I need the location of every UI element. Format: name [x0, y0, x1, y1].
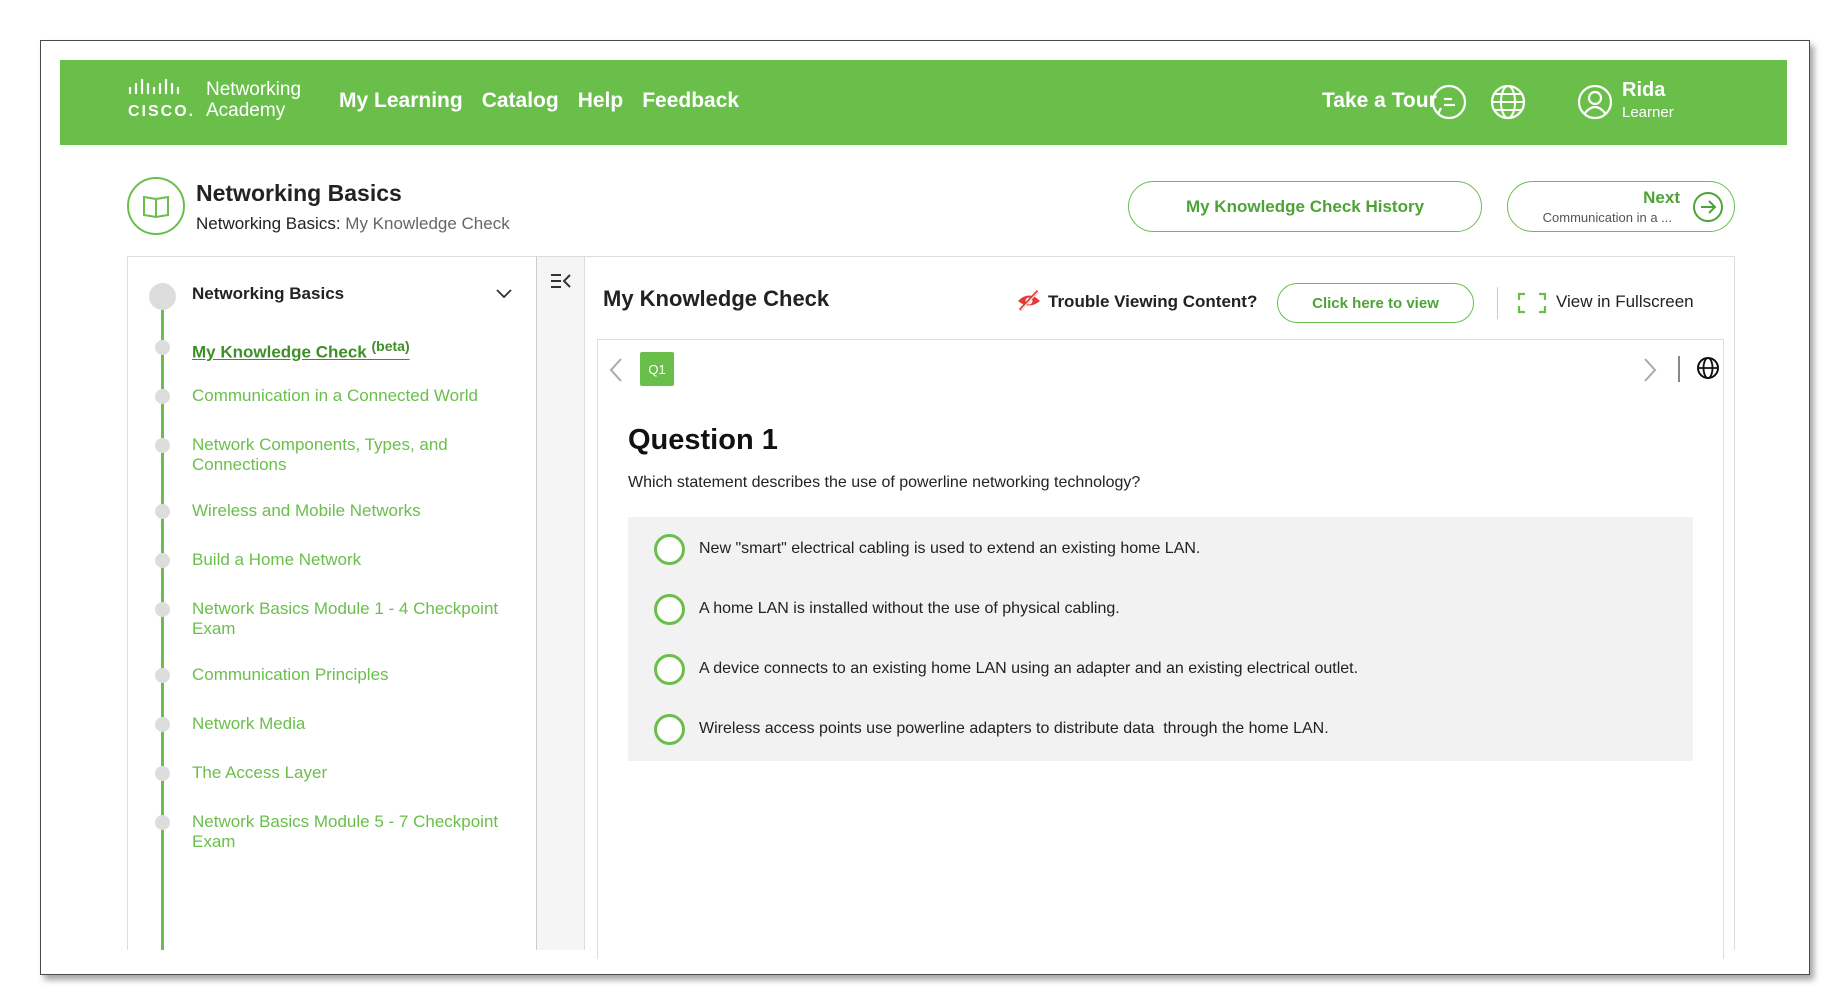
sidebar-item-network-components[interactable]: Network Components, Types, and Connections: [192, 435, 448, 474]
logo-line-2: Academy: [206, 100, 286, 121]
sidebar-item-access-layer[interactable]: The Access Layer: [192, 763, 328, 782]
knowledge-check-history-button[interactable]: My Knowledge Check History: [1128, 181, 1482, 232]
next-label: Next: [1643, 188, 1680, 207]
sidebar-collapse-column: [537, 256, 585, 950]
user-avatar-icon[interactable]: [1576, 83, 1614, 121]
progress-dot: [155, 389, 170, 404]
course-sidebar: [127, 256, 537, 950]
chat-icon[interactable]: [1430, 83, 1468, 121]
divider: [1497, 287, 1498, 319]
logo-line-1: Networking: [206, 79, 302, 100]
sidebar-heading[interactable]: Networking Basics: [192, 284, 345, 303]
sidebar-item-communication-connected-world[interactable]: Communication in a Connected World: [192, 386, 478, 405]
sidebar-item-build-home-network[interactable]: Build a Home Network: [192, 550, 362, 569]
main-content: [585, 256, 1735, 950]
answer-option[interactable]: [628, 697, 1693, 761]
progress-dot: [155, 815, 170, 830]
cisco-bars-icon: [128, 79, 188, 99]
cisco-networking-academy-logo[interactable]: [128, 79, 318, 127]
answer-option[interactable]: [628, 517, 1693, 581]
answer-option-text: New "smart" electrical cabling is used to extend an existing home LAN.: [699, 540, 1201, 557]
next-button[interactable]: [1507, 181, 1735, 232]
sidebar-item-wireless-mobile[interactable]: Wireless and Mobile Networks: [192, 501, 421, 520]
arrow-right-icon: [1692, 191, 1724, 223]
answer-option-text: A device connects to an existing home LAN using an adapter and an existing electrical outlet.: [699, 660, 1359, 677]
eye-slash-icon: [1016, 288, 1042, 312]
progress-dot: [155, 602, 170, 617]
question-text: Which statement describes the use of powerline networking technology?: [628, 474, 1141, 491]
progress-dot: [155, 766, 170, 781]
progress-dot: [155, 668, 170, 683]
sidebar-item-network-media[interactable]: Network Media: [192, 714, 306, 733]
nav-feedback[interactable]: Feedback: [642, 89, 740, 112]
beta-badge: (beta): [371, 338, 410, 354]
fullscreen-icon[interactable]: [1517, 292, 1547, 314]
answer-option-text: Wireless access points use powerline adapters to distribute data through the home LAN.: [699, 720, 1329, 737]
trouble-viewing-text: Trouble Viewing Content?: [1048, 292, 1258, 311]
cisco-wordmark: CISCO.: [128, 103, 196, 120]
chevron-left-icon[interactable]: [608, 356, 624, 384]
user-name[interactable]: Rida: [1622, 79, 1666, 101]
book-icon: [127, 177, 185, 235]
chevron-down-icon[interactable]: [494, 283, 514, 303]
progress-dot: [155, 553, 170, 568]
user-role: Learner: [1622, 104, 1674, 121]
sidebar-item-label: My Knowledge Check: [192, 342, 367, 362]
nav-my-learning[interactable]: My Learning: [339, 89, 463, 112]
chevron-right-icon[interactable]: [1642, 356, 1658, 384]
radio-button[interactable]: [654, 714, 685, 745]
question-panel: [597, 339, 1724, 959]
sidebar-item-communication-principles[interactable]: Communication Principles: [192, 665, 389, 684]
course-title: Networking Basics: [196, 180, 402, 206]
globe-icon[interactable]: [1489, 83, 1527, 121]
answer-option[interactable]: [628, 577, 1693, 641]
nav-catalog[interactable]: Catalog: [481, 89, 559, 112]
breadcrumb-course[interactable]: Networking Basics:: [196, 214, 341, 233]
view-in-fullscreen-link[interactable]: View in Fullscreen: [1556, 292, 1694, 311]
sidebar-item-my-knowledge-check[interactable]: [192, 336, 502, 363]
breadcrumb: [196, 214, 510, 234]
progress-dot: [149, 283, 176, 310]
knowledge-check-title: My Knowledge Check: [603, 286, 830, 311]
progress-dot: [155, 504, 170, 519]
sidebar-item-module-5-7-exam[interactable]: Network Basics Module 5 - 7 Checkpoint Exam: [192, 812, 499, 851]
answer-option-text: A home LAN is installed without the use of physical cabling.: [699, 600, 1120, 617]
globe-icon[interactable]: [1696, 356, 1720, 380]
progress-dot: [155, 340, 170, 355]
progress-dot: [155, 717, 170, 732]
click-here-to-view-button[interactable]: Click here to view: [1277, 283, 1474, 323]
take-a-tour-link[interactable]: Take a Tour: [1322, 89, 1437, 112]
answer-option[interactable]: [628, 637, 1693, 701]
main-nav: [339, 89, 739, 113]
radio-button[interactable]: [654, 654, 685, 685]
collapse-sidebar-icon[interactable]: [549, 271, 573, 291]
question-number-badge[interactable]: Q1: [640, 352, 674, 386]
question-title: Question 1: [628, 424, 778, 456]
radio-button[interactable]: [654, 594, 685, 625]
radio-button[interactable]: [654, 534, 685, 565]
divider: [1678, 356, 1680, 382]
progress-dot: [155, 438, 170, 453]
breadcrumb-page: My Knowledge Check: [345, 214, 510, 233]
next-subtitle: Communication in a ...: [1542, 210, 1672, 225]
top-header: [60, 60, 1787, 145]
sidebar-item-module-1-4-exam[interactable]: Network Basics Module 1 - 4 Checkpoint Exam: [192, 599, 499, 638]
nav-help[interactable]: Help: [577, 89, 624, 112]
